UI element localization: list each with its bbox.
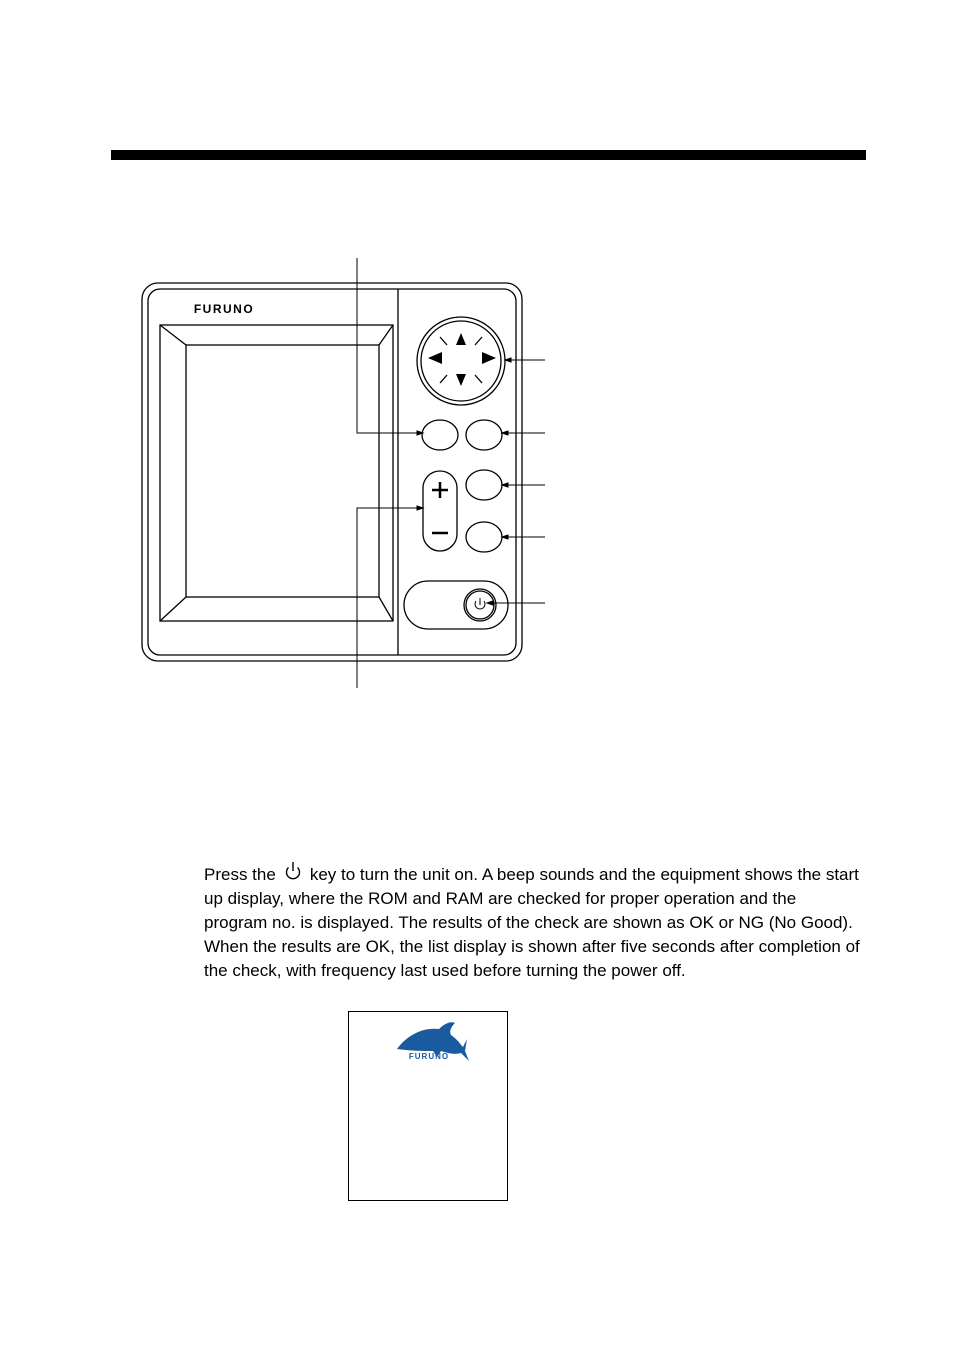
lcd-screen: [186, 345, 379, 597]
instruction-paragraph-1: Press the key to turn the unit on. A beep sounds and the equipment shows the start up display, where the ROM and RAM are checked for proper operation and the program no. is displayed. The results of the check are shown as OK or NG (No Good).: [204, 860, 864, 935]
arrow-up-icon: [456, 333, 466, 345]
marlin-logo-icon: [389, 1017, 469, 1072]
cancel-key-button[interactable]: [466, 420, 502, 450]
brand-logo: FURUNO: [193, 302, 255, 316]
instruction-paragraph-2: When the results are OK, the list display is shown after five seconds after completion of the check, with frequency last used before turning the power off.: [204, 937, 860, 980]
arrow-left-icon: [428, 352, 442, 364]
arrow-down-icon: [456, 374, 466, 386]
range-key-button[interactable]: [423, 471, 457, 551]
screen-bezel: [160, 325, 393, 621]
startup-display-illustration: [348, 1011, 508, 1201]
power-key-icon: [282, 860, 304, 882]
power-on-instructions: [204, 860, 864, 983]
startup-brand-text: FURUNO: [408, 1052, 450, 1061]
cursor-pad[interactable]: [417, 317, 505, 405]
arrow-right-icon: [482, 352, 496, 364]
menu-key-button[interactable]: [422, 420, 458, 450]
function-key-1-button[interactable]: [466, 470, 502, 500]
function-key-2-button[interactable]: [466, 522, 502, 552]
power-key-button[interactable]: [464, 589, 496, 621]
unit-outer-casing: [142, 283, 522, 661]
